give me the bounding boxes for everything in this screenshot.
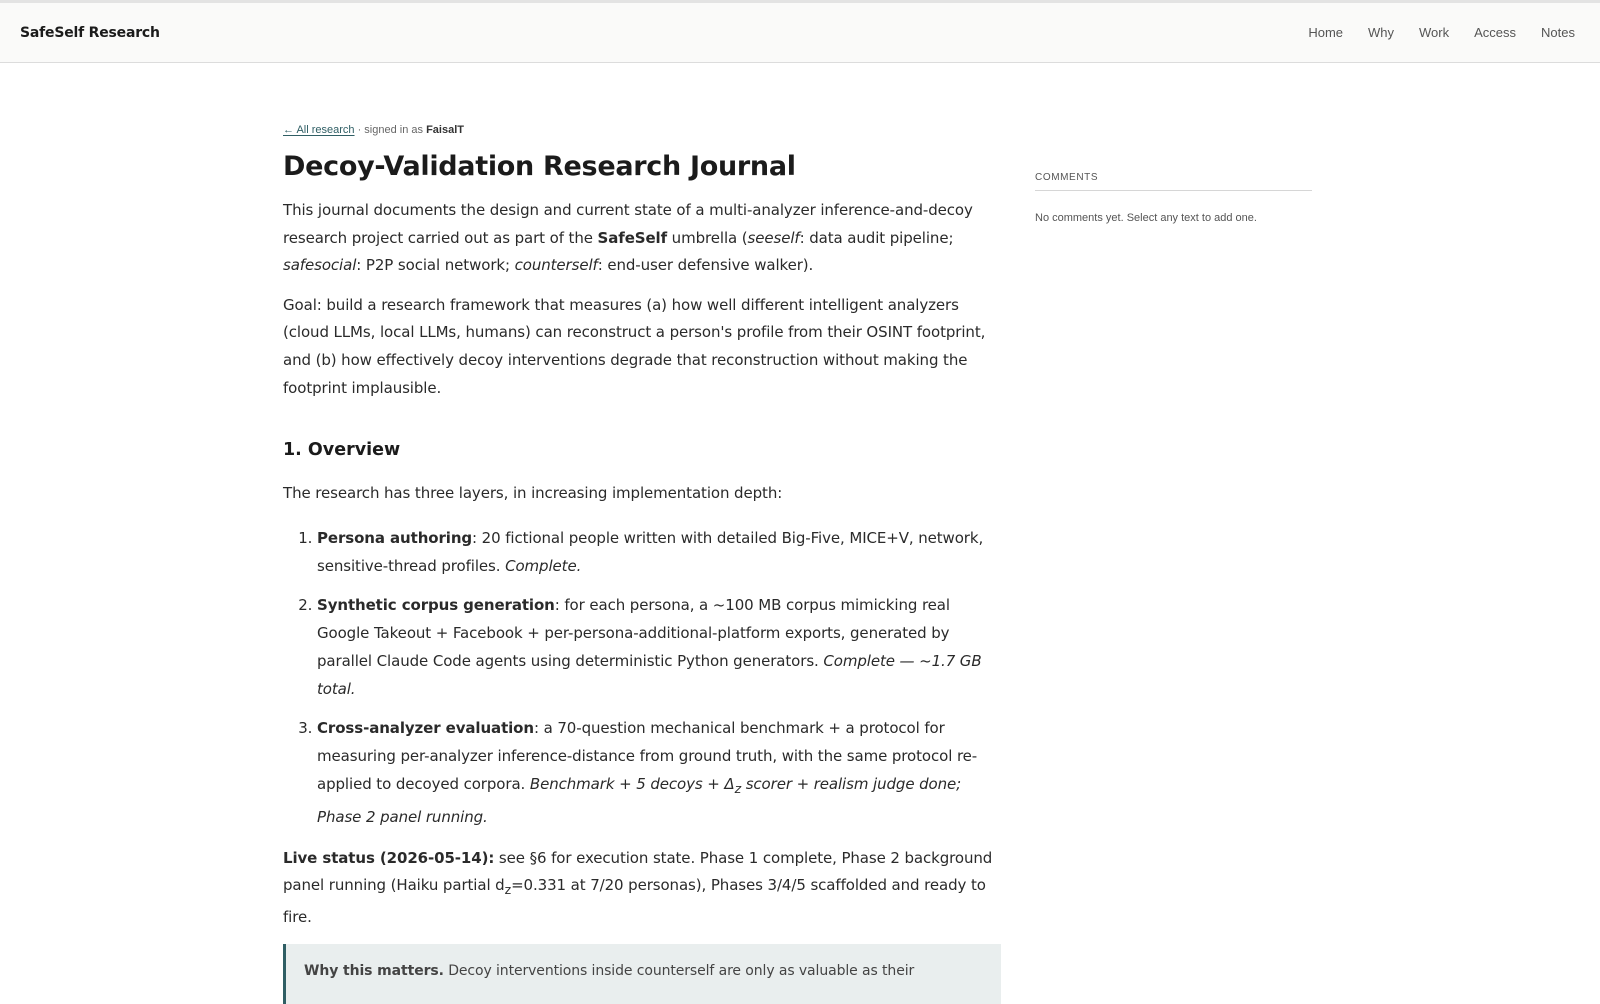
nav-work[interactable]: Work	[1419, 25, 1450, 40]
nav-access[interactable]: Access	[1474, 25, 1517, 40]
safesocial-term: safesocial	[283, 256, 357, 275]
layers-list	[283, 524, 1001, 831]
comments-empty-state: No comments yet. Select any text to add one.	[1035, 212, 1257, 224]
goal-paragraph: Goal: build a research framework that measures (a) how well different intelligent analyzers (cloud LLMs, local LLMs, humans) can reconstruct a person's profile from their OSINT footprint, and (b) how effectively decoy interventions degrade that reconstruction without making the footprint implausible.	[283, 295, 986, 397]
intro-paragraph: This journal documents the design and current state of a multi-analyzer inference-and-decoy research project carried out as part of the SafeSelf umbrella (seeself: data audit pipeline; safesocial: P2P social network; counterself: end-user defensive walker).	[283, 201, 973, 275]
callout-label: Why this matters.	[304, 962, 444, 979]
safeself-term: SafeSelf	[597, 228, 668, 247]
list-item: 3. Cross-analyzer evaluation: a 70-question mechanical benchmark + a protocol for measuring per-analyzer inference-distance from ground truth, with the same protocol re-applied to decoyed corpora. Benchmark + 5 decoys + $\Delta_z$ scorer + realism judge done; Phase 2 panel running.	[317, 714, 1001, 831]
article	[283, 124, 1001, 1004]
page-title: Decoy-Validation Research Journal	[283, 151, 796, 182]
site-brand[interactable]: SafeSelf Research	[20, 24, 160, 41]
section-heading-overview: 1. Overview	[283, 440, 401, 461]
callout-box: Why this matters. Decoy interventions inside counterself are only as valuable as their	[283, 944, 1001, 1004]
live-status: Live status (2026-05-14): see §6 for execution state. Phase 1 complete, Phase 2 background panel running (Haiku partial $d_z=0.331$ at 7/20 personas), Phases 3/4/5 scaffolded and ready to fire.	[283, 848, 993, 926]
comments-heading: COMMENTS	[1035, 172, 1312, 191]
nav-home[interactable]: Home	[1308, 25, 1344, 40]
comments-panel	[1035, 172, 1312, 224]
signed-in-username: FaisalT	[426, 124, 464, 136]
nav-notes[interactable]: Notes	[1541, 25, 1575, 40]
main-nav	[1283, 25, 1575, 40]
top-bar	[0, 3, 1600, 63]
nav-why[interactable]: Why	[1368, 25, 1395, 40]
counterself-term: counterself	[514, 256, 598, 275]
seeself-term: seeself	[747, 228, 800, 247]
back-to-research-link[interactable]: ← All research	[283, 124, 355, 136]
list-item: 1. Persona authoring: 20 fictional people written with detailed Big-Five, MICE+V, network, sensitive-thread profiles. Complete.	[317, 524, 1001, 580]
overview-lead: The research has three layers, in increasing implementation depth:	[283, 484, 783, 503]
signed-in-prefix: · signed in as	[354, 124, 427, 136]
breadcrumb	[283, 124, 1001, 136]
list-item: 2. Synthetic corpus generation: for each persona, a ~100 MB corpus mimicking real Google Takeout + Facebook + per-persona-additional-platform exports, generated by parallel Claude Code agents using deterministic Python generators. Complete — ~1.7 GB total.	[317, 591, 1001, 703]
